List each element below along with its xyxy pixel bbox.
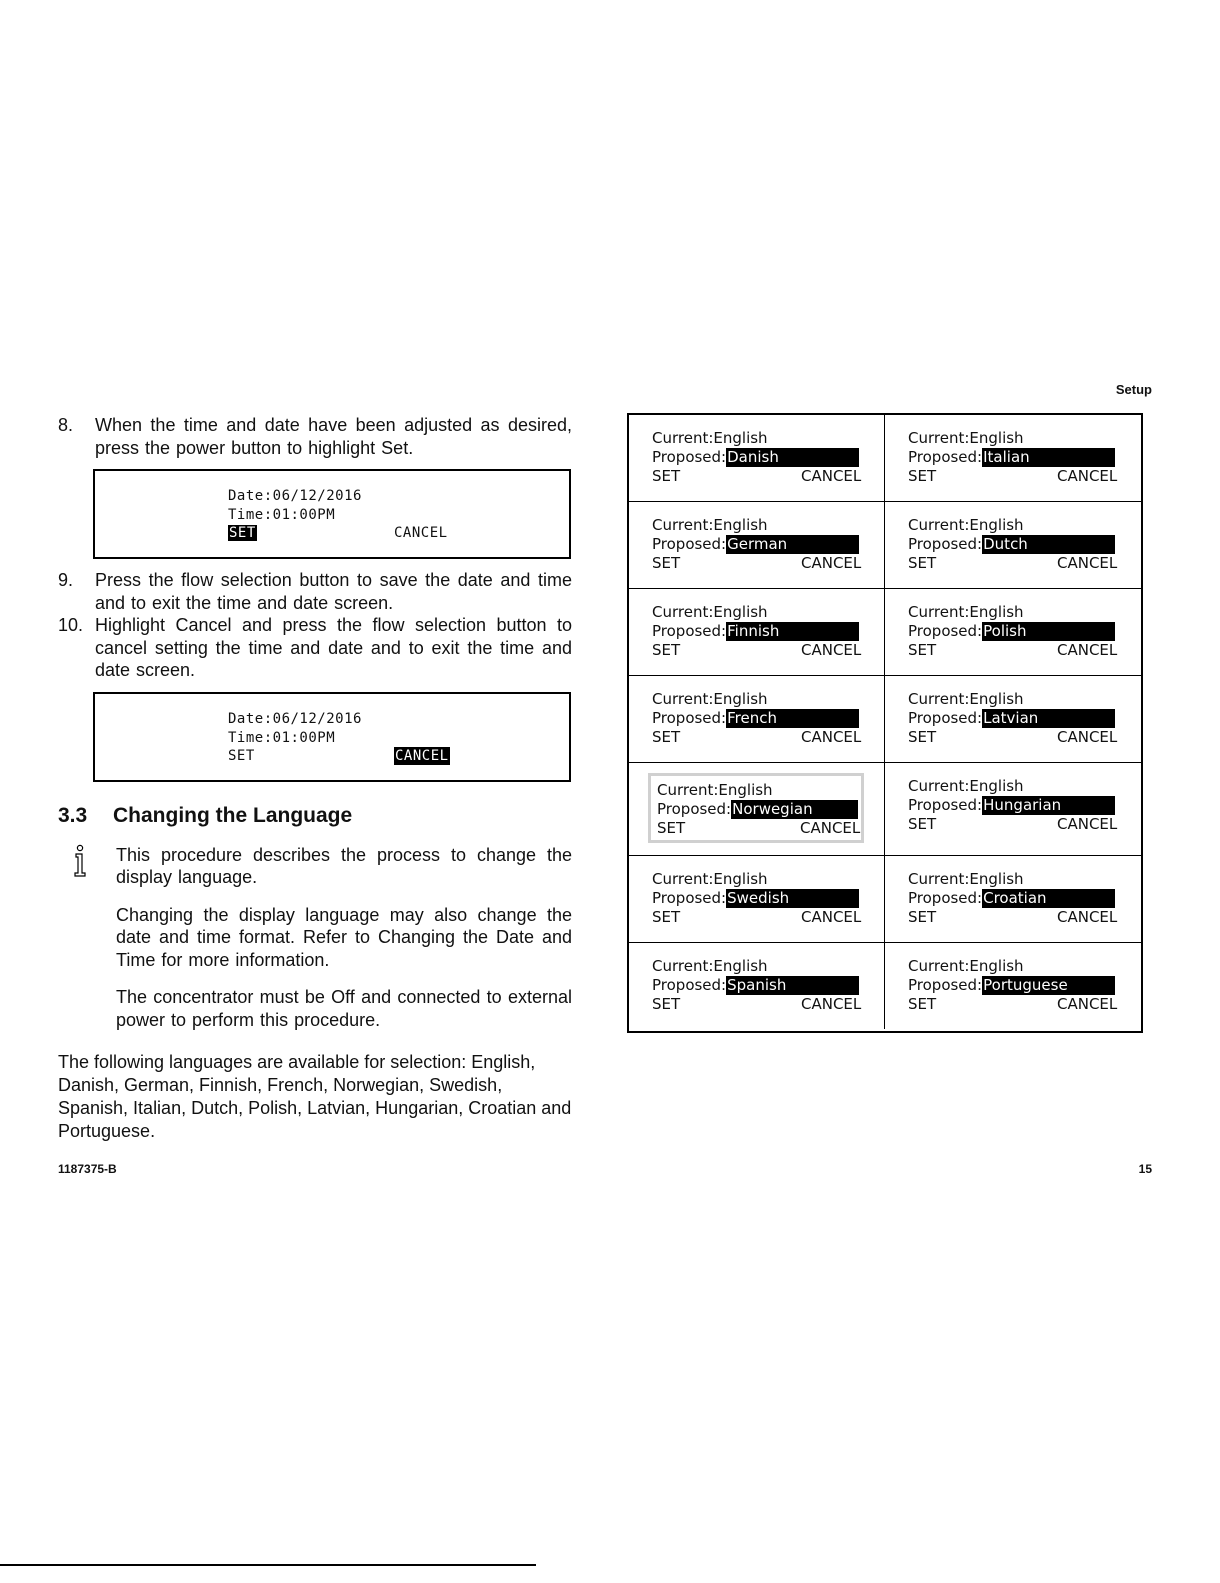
language-screen-spanish xyxy=(629,943,885,1029)
lcd-cancel-option: CANCEL xyxy=(395,747,449,764)
set-option: SET xyxy=(657,819,686,837)
bottom-divider xyxy=(0,1564,536,1566)
set-option: SET xyxy=(652,467,681,485)
set-option: SET xyxy=(908,467,937,485)
step-text: Highlight Cancel and press the flow selection button to cancel setting the time and date and to exit the time and date screen. xyxy=(95,615,572,680)
proposed-label: Proposed: xyxy=(908,889,983,907)
proposed-label: Proposed: xyxy=(657,800,732,818)
cancel-option: CANCEL xyxy=(801,995,862,1013)
left-column xyxy=(58,414,572,1143)
current-language: Current:English xyxy=(908,603,1024,621)
proposed-label: Proposed: xyxy=(908,796,983,814)
lcd-date: Date:06/12/2016 xyxy=(228,710,362,727)
step-text: When the time and date have been adjusted as desired, press the power button to highlight Set. xyxy=(95,415,572,458)
proposed-language: Polish xyxy=(982,622,1115,641)
proposed-language: Italian xyxy=(982,448,1115,467)
note-paragraph: The concentrator must be Off and connected to external power to perform this procedure. xyxy=(116,987,572,1030)
page-number: 15 xyxy=(1138,1162,1152,1176)
current-language: Current:English xyxy=(652,870,768,888)
step-10 xyxy=(58,614,572,682)
lcd-screen-set-highlighted xyxy=(93,469,571,559)
current-language: Current:English xyxy=(908,957,1024,975)
language-screen-danish xyxy=(629,415,885,502)
current-language: Current:English xyxy=(652,603,768,621)
proposed-language: Latvian xyxy=(982,709,1115,728)
cancel-option: CANCEL xyxy=(801,467,862,485)
language-screen-finnish xyxy=(629,589,885,676)
set-option: SET xyxy=(908,641,937,659)
available-languages-text: The following languages are available for selection: English, Danish, German, Finnish, French, Norwegian, Swedish, Spanish, Italian, Dutch, Polish, Latvian, Hungarian, Croatian and Portuguese. xyxy=(58,1052,572,1141)
lcd-set-option: SET xyxy=(228,747,255,764)
cancel-option: CANCEL xyxy=(1057,641,1118,659)
proposed-label: Proposed: xyxy=(652,709,727,727)
set-option: SET xyxy=(652,641,681,659)
proposed-language: French xyxy=(726,709,859,728)
language-screen-dutch xyxy=(885,502,1141,589)
note-paragraph: This procedure describes the process to change the display language. xyxy=(116,844,572,887)
current-language: Current:English xyxy=(657,781,773,799)
section-number: 3.3 xyxy=(58,803,88,827)
proposed-label: Proposed: xyxy=(908,535,983,553)
lcd-screen-cancel-highlighted xyxy=(93,692,571,782)
language-screen-portuguese xyxy=(885,943,1141,1029)
section-heading xyxy=(58,804,572,828)
proposed-language: Norwegian xyxy=(731,800,858,819)
set-option: SET xyxy=(652,908,681,926)
current-language: Current:English xyxy=(908,516,1024,534)
cancel-option: CANCEL xyxy=(1057,554,1118,572)
set-option: SET xyxy=(908,728,937,746)
language-screens-grid xyxy=(627,413,1143,1033)
step-number: 10. xyxy=(58,615,84,635)
cancel-option: CANCEL xyxy=(1057,908,1118,926)
language-screen-hungarian xyxy=(885,763,1141,856)
step-number: 8. xyxy=(58,415,74,435)
set-option: SET xyxy=(652,728,681,746)
current-language: Current:English xyxy=(652,516,768,534)
step-text: Press the flow selection button to save the date and time and to exit the time and date screen. xyxy=(95,570,572,613)
proposed-label: Proposed: xyxy=(908,709,983,727)
proposed-label: Proposed: xyxy=(652,535,727,553)
proposed-language: Croatian xyxy=(982,889,1115,908)
lcd-time: Time:01:00PM xyxy=(228,507,336,523)
info-icon xyxy=(68,844,92,878)
set-option: SET xyxy=(908,554,937,572)
document-number: 1187375-B xyxy=(58,1162,117,1176)
proposed-label: Proposed: xyxy=(652,976,727,994)
cancel-option: CANCEL xyxy=(801,554,862,572)
proposed-language: Portuguese xyxy=(982,976,1115,995)
proposed-language: Spanish xyxy=(726,976,859,995)
proposed-label: Proposed: xyxy=(652,448,727,466)
language-screen-swedish xyxy=(629,856,885,943)
language-screen-latvian xyxy=(885,676,1141,763)
current-language: Current:English xyxy=(908,777,1024,795)
language-screen-norwegian xyxy=(629,763,885,856)
running-header: Setup xyxy=(1115,382,1152,397)
step-number: 9. xyxy=(58,570,74,590)
lcd-action-row xyxy=(228,747,488,765)
proposed-language: Danish xyxy=(726,448,859,467)
proposed-label: Proposed: xyxy=(908,976,983,994)
lcd-time: Time:01:00PM xyxy=(228,729,336,746)
set-option: SET xyxy=(908,908,937,926)
lcd-set-option: SET xyxy=(229,525,256,541)
set-option: SET xyxy=(652,995,681,1013)
cancel-option: CANCEL xyxy=(801,728,862,746)
current-language: Current:English xyxy=(652,957,768,975)
set-option: SET xyxy=(908,815,937,833)
current-language: Current:English xyxy=(908,870,1024,888)
cancel-option: CANCEL xyxy=(801,641,862,659)
proposed-label: Proposed: xyxy=(652,622,727,640)
lcd-date: Date:06/12/2016 xyxy=(228,488,362,504)
proposed-language: Swedish xyxy=(726,889,859,908)
proposed-language: German xyxy=(726,535,859,554)
current-language: Current:English xyxy=(908,429,1024,447)
section-title: Changing the Language xyxy=(113,803,353,827)
language-screen-german xyxy=(629,502,885,589)
proposed-language: Finnish xyxy=(726,622,859,641)
proposed-label: Proposed: xyxy=(652,889,727,907)
cancel-option: CANCEL xyxy=(1057,467,1118,485)
step-9 xyxy=(58,569,572,614)
language-screen-croatian xyxy=(885,856,1141,943)
proposed-label: Proposed: xyxy=(908,622,983,640)
current-language: Current:English xyxy=(908,690,1024,708)
proposed-language: Hungarian xyxy=(982,796,1115,815)
proposed-label: Proposed: xyxy=(908,448,983,466)
cancel-option: CANCEL xyxy=(800,819,861,837)
set-option: SET xyxy=(652,554,681,572)
framed-lcd xyxy=(648,773,864,843)
language-screen-polish xyxy=(885,589,1141,676)
language-screen-french xyxy=(629,676,885,763)
cancel-option: CANCEL xyxy=(801,908,862,926)
note-paragraph: Changing the display language may also change the date and time format. Refer to Changing the Date and Time for more information. xyxy=(116,904,572,970)
proposed-language: Dutch xyxy=(982,535,1115,554)
lcd-cancel-option: CANCEL xyxy=(394,525,448,541)
step-8 xyxy=(58,414,572,459)
cancel-option: CANCEL xyxy=(1057,728,1118,746)
language-screen-italian xyxy=(885,415,1141,502)
current-language: Current:English xyxy=(652,429,768,447)
current-language: Current:English xyxy=(652,690,768,708)
cancel-option: CANCEL xyxy=(1057,815,1118,833)
cancel-option: CANCEL xyxy=(1057,995,1118,1013)
lcd-action-row xyxy=(228,524,488,542)
info-note xyxy=(58,844,572,1032)
set-option: SET xyxy=(908,995,937,1013)
